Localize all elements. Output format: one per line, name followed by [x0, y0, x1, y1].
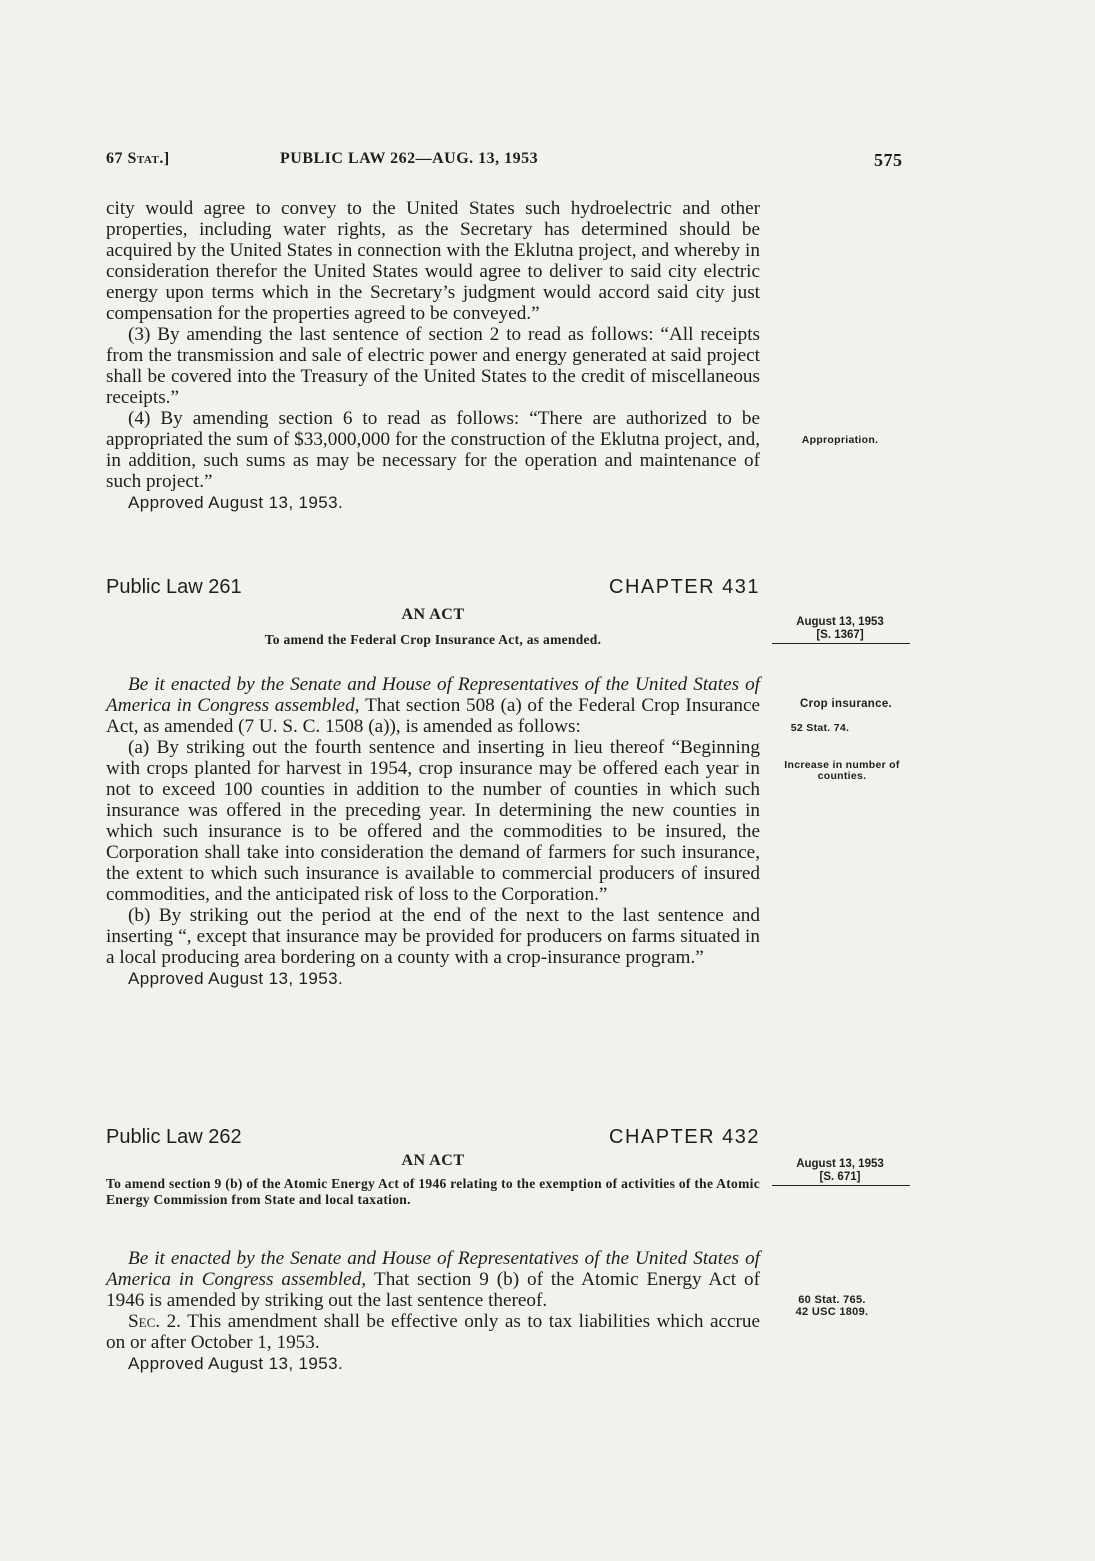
act-title: To amend the Federal Crop Insurance Act, as amended.	[264, 632, 602, 647]
chapter-number: CHAPTER 431	[609, 576, 760, 598]
margin-note-crop: Crop insurance.	[799, 698, 893, 710]
margin-note-stat: 52 Stat. 74.	[790, 722, 850, 734]
margin-note-stat-usc: 60 Stat. 765. 42 USC 1809.	[795, 1294, 869, 1318]
approved-line: Approved August 13, 1953.	[128, 493, 344, 512]
bill-number: [S. 1367]	[816, 629, 864, 641]
enacting-clause: Be it enacted by the Senate and House of Representatives of the United States of America in Congress assembled, That section 9 (b) of the Atomic Energy Act of 1946 is amended by striking out the last sentence thereof.	[106, 1248, 760, 1311]
paragraph-b: (b) By striking out the period at the end of the next to the last sentence and inserting “, except that insurance may be provided for producers on farms situated in a local producing area bordering on a county with a crop-insurance program.”	[106, 905, 760, 968]
volume-citation: 67 Stat.]	[106, 150, 170, 167]
continued-paragraph: city would agree to convey to the United States such hydroelectric and other properties, including water rights, as the Secretary has determined should be acquired by the United States in connection with the Eklutna project, and whereby in consideration therefor the United States would agree to deliver to said city electric energy upon terms which in the Secretary’s judgment would accord said city just compensation for the properties agreed to be conveyed.”	[106, 198, 760, 324]
stat-abbrev: Stat.]	[127, 150, 170, 167]
bill-number: [S. 671]	[819, 1171, 861, 1183]
margin-rule	[772, 1185, 910, 1186]
paragraph-a: (a) By striking out the fourth sentence and inserting in lieu thereof “Beginning with crops planted for harvest in 1954, crop insurance may be offered each year in not to exceed 100 counties in addition to the number of counties in which such insurance was offered in the preceding year. In determining the new counties in which such insurance is to be offered and the commodities to be insured, the Corporation shall take into consideration the demand of farmers for such insurance, the extent to which such insurance is available to commercial producers of insured commodities, and the anticipated risk of loss to the Corporation.”	[106, 737, 760, 905]
margin-date-261	[772, 616, 908, 644]
law-261-body	[106, 674, 760, 989]
enacting-clause: Be it enacted by the Senate and House of Representatives of the United States of America in Congress assembled, That section 508 (a) of the Federal Crop Insurance Act, as amended (7 U. S. C. 1508 (a)), is amended as follows:	[106, 674, 761, 737]
act-title: To amend section 9 (b) of the Atomic Energy Act of 1946 relating to the exemption of activities of the Atomic Energy Commission from State and local taxation.	[106, 1176, 760, 1207]
chapter-number: CHAPTER 432	[609, 1126, 760, 1148]
margin-note-appropriation: Appropriation.	[801, 434, 879, 446]
page-number: 575	[874, 150, 903, 170]
public-law-number: Public Law 261	[106, 576, 242, 598]
section-text: This amendment shall be effective only as to tax liabilities which accrue on or after October 1, 1953.	[106, 1311, 760, 1353]
approval-date: August 13, 1953	[796, 616, 884, 628]
law-262-body	[106, 1248, 760, 1374]
an-act-label: AN ACT	[401, 606, 465, 623]
amendment-3: (3) By amending the last sentence of section 2 to read as follows: “All receipts from the transmission and sale of electric power and energy generated at said project shall be covered into the Treasury of the United States to the credit of miscellaneous receipts.”	[106, 324, 760, 408]
approved-line: Approved August 13, 1953.	[128, 969, 344, 988]
margin-note-increase: Increase in number of counties.	[784, 759, 900, 782]
amendment-4: (4) By amending section 6 to read as follows: “There are authorized to be appropriated the sum of $33,000,000 for the construction of the Eklutna project, and, in addition, such sums as may be necessary for the operation and maintenance of such project.”	[106, 408, 760, 492]
approved-line: Approved August 13, 1953.	[128, 1354, 344, 1373]
section-2	[106, 1311, 760, 1353]
margin-rule	[772, 643, 910, 644]
margin-date-262	[772, 1158, 908, 1186]
approval-date: August 13, 1953	[796, 1158, 884, 1170]
an-act-label: AN ACT	[401, 1152, 465, 1169]
section-label: Sec. 2.	[128, 1311, 181, 1332]
running-title: PUBLIC LAW 262—AUG. 13, 1953	[280, 150, 539, 167]
public-law-number: Public Law 262	[106, 1126, 242, 1148]
continued-text	[106, 198, 760, 513]
